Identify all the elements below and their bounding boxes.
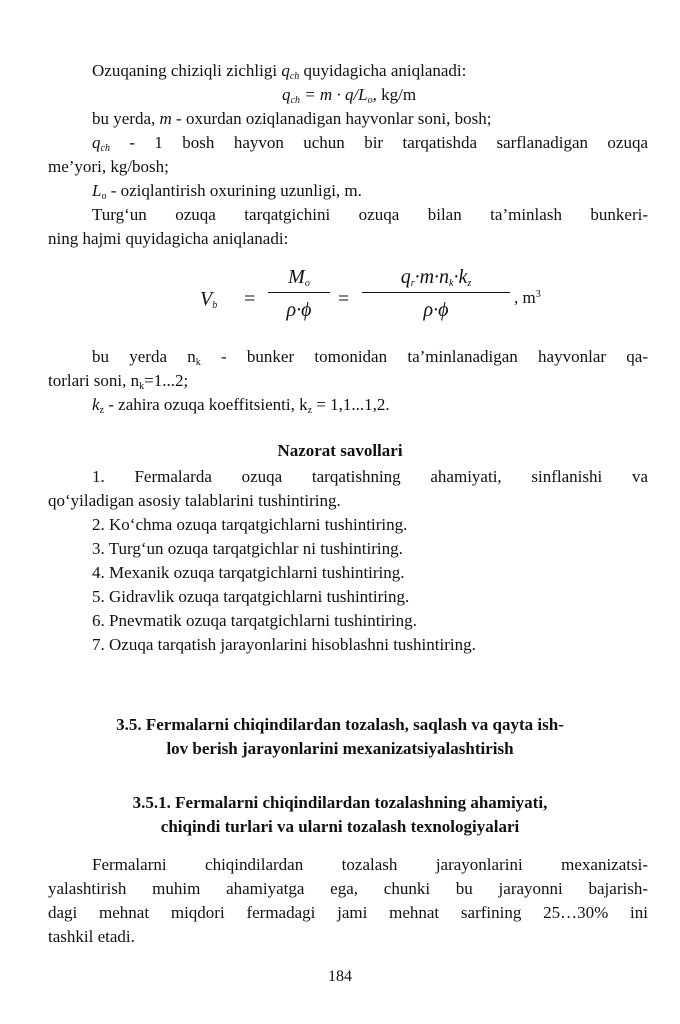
text: Ozuqaning chiziqli zichligi [92, 61, 278, 80]
text-line: bu yerda $n_k$ - bunker tomonidan ta’minlanadigan hayvonlar qa- [92, 347, 648, 368]
fraction-1: $M_o$ ρ·ϕ [268, 262, 330, 323]
text-line: $k_z$ - zahira ozuqa koeffitsienti, $k_z = 1,1...1,2$. [92, 395, 390, 416]
symbol-q: $q_{ch}$ [281, 61, 300, 82]
section-heading-3-5-1: 3.5.1. Fermalarni chiqindilardan tozalashning ahamiyati, [132, 793, 548, 812]
section-heading-3-5-cont: lov berish jarayonlarini mexanizatsiyalashtirish [166, 739, 514, 758]
question-item: 6. Pnevmatik ozuqa tarqatgichlarni tushintiring. [92, 611, 417, 630]
text-line: torlari soni, $n_k=1...2$; [48, 371, 189, 392]
text-line [92, 60, 466, 82]
fraction-2: $q_r\cdot m\cdot n_k\cdot k_z$ ρ·ϕ [362, 262, 510, 323]
question-item: 7. Ozuqa tarqatish jarayonlarini hisoblashni tushintiring. [92, 635, 476, 654]
text-line: $L_o$ - oziqlantirish oxurining uzunligi, m. [92, 181, 362, 202]
text-line: $q_{ch} - 1$ bosh hayvon uchun bir tarqatishda sarflanadigan ozuqa [92, 133, 649, 154]
text-line: Turg‘un ozuqa tarqatgichini ozuqa bilan ta’minlash bunkeri- [92, 205, 648, 224]
section-heading-questions: Nazorat savollari [277, 441, 403, 460]
question-item: 4. Mexanik ozuqa tarqatgichlarni tushintiring. [92, 563, 405, 582]
formula-line: $q_{ch} = m \cdot q/L_o$, kg/m [282, 85, 417, 106]
text-line: me’yori, kg/bosh; [48, 157, 169, 176]
section-heading-3-5: 3.5. Fermalarni chiqindilardan tozalash, saqlash va qayta ish- [116, 715, 564, 734]
text-line: ning hajmi quyidagicha aniqlanadi: [48, 229, 289, 248]
paragraph-line: tashkil etadi. [48, 927, 135, 946]
question-item: 3. Turg‘un ozuqa tarqatgichlar ni tushintiring. [92, 539, 403, 558]
question-item: 1. Fermalarda ozuqa tarqatishning ahamiyati, sinflanishi va [92, 467, 648, 486]
page-number: 184 [328, 968, 352, 985]
paragraph-line: Fermalarni chiqindilardan tozalash jarayonlarini mexanizatsi- [92, 855, 648, 874]
question-item: 5. Gidravlik ozuqa tarqatgichlarni tushintiring. [92, 587, 410, 606]
paragraph-line: dagi mehnat miqdori fermadagi jami mehnat sarfining 25…30% ini [48, 903, 648, 922]
text-line: bu yerda, m - oxurdan oziqlanadigan hayvonlar soni, bosh; [92, 109, 492, 128]
section-heading-3-5-1-cont: chiqindi turlari va ularni tozalash texnologiyalari [160, 817, 520, 836]
question-item: 2. Ko‘chma ozuqa tarqatgichlarni tushintiring. [92, 515, 408, 534]
formula-bunker-volume: $V_b$ = $M_o$ ρ·ϕ = $q_r\cdot m\cdot n_k\cdot k_z$ ρ·ϕ , $m^3$ [180, 262, 580, 342]
paragraph-line: yalashtirish muhim ahamiyatga ega, chunki bu jarayonni bajarish- [48, 879, 648, 898]
question-item-cont: qo‘yiladigan asosiy talablarini tushintiring. [48, 491, 341, 510]
text: quyidagicha aniqlanadi: [303, 61, 467, 80]
